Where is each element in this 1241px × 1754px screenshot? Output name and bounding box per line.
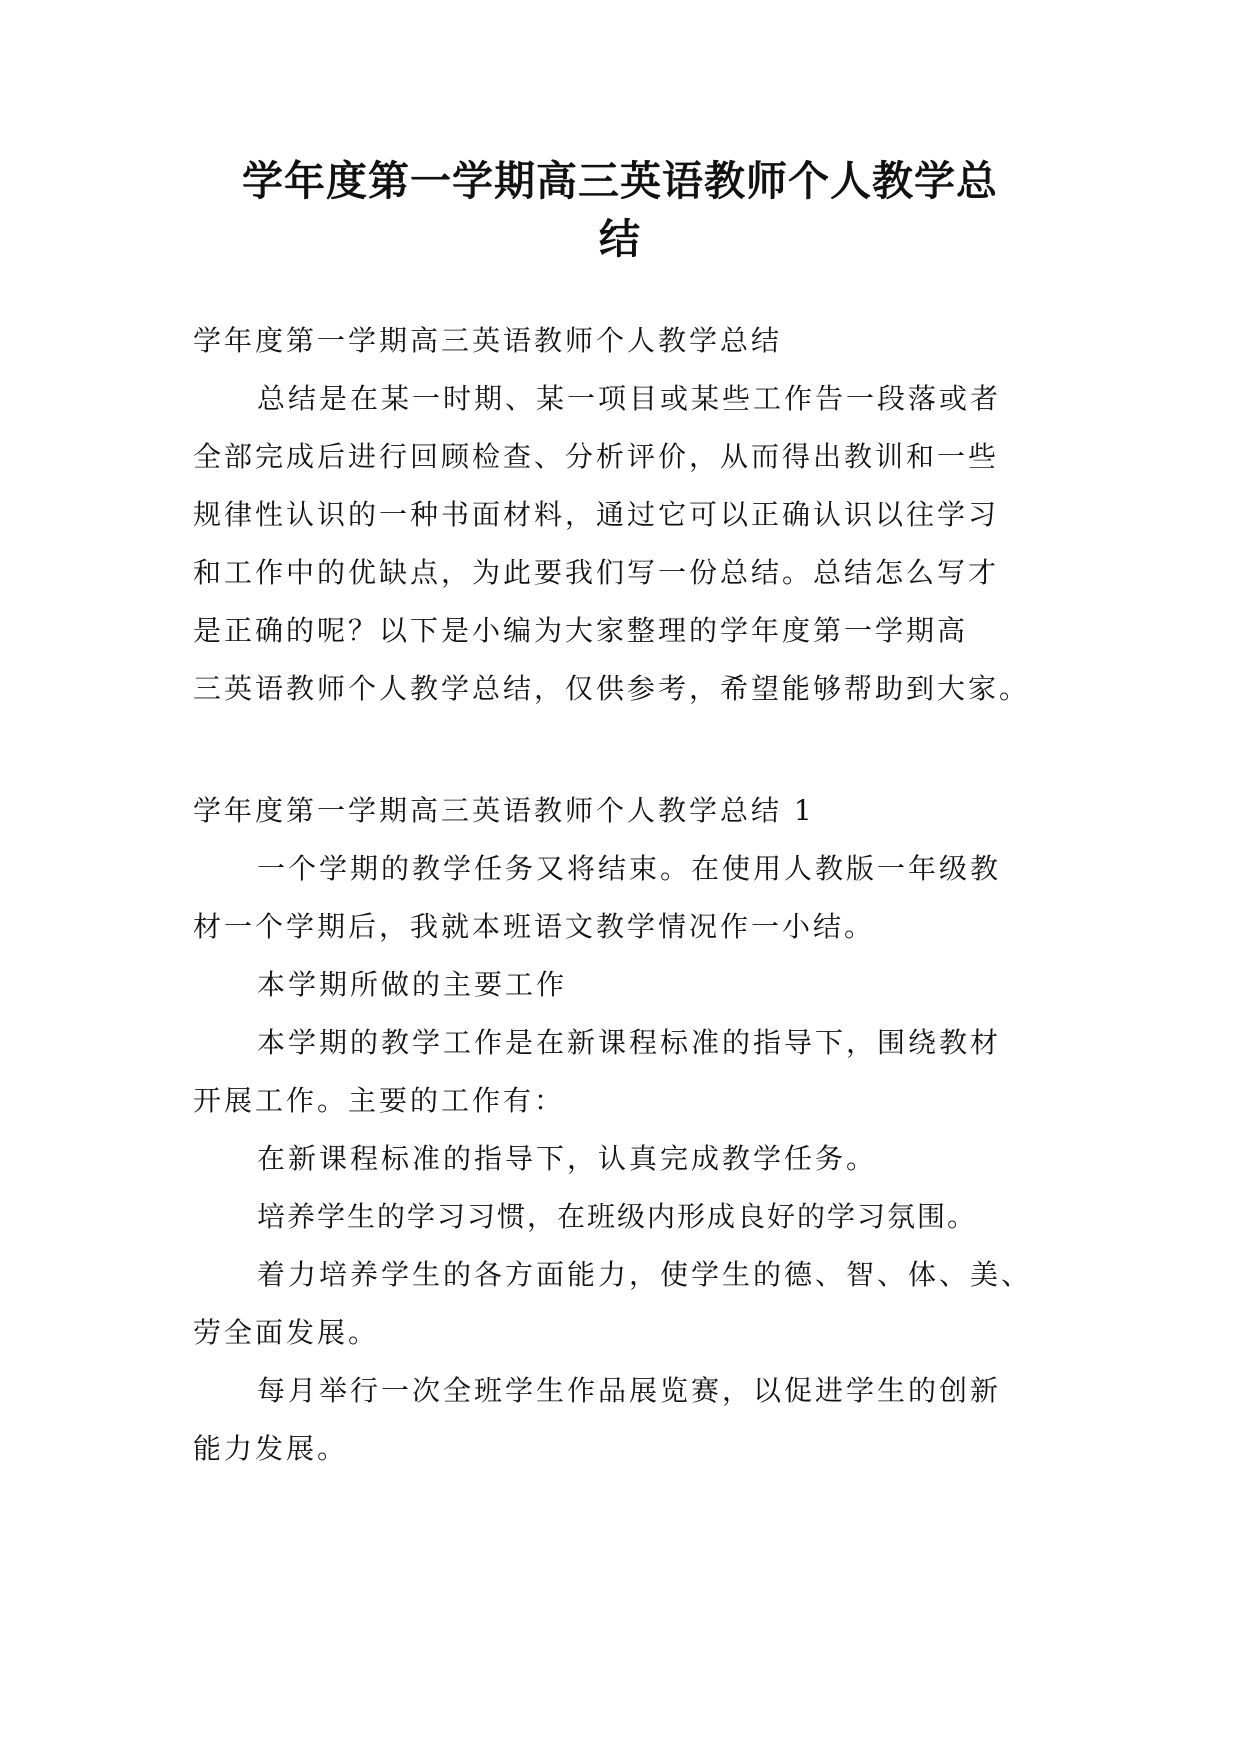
section-1-line: 一个学期的教学任务又将结束。在使用人教版一年级教 (257, 852, 1002, 885)
section-1-line: 能力发展。 (193, 1432, 349, 1465)
intro-section (193, 312, 1053, 718)
section-1-heading: 学年度第一学期高三英语教师个人教学总结 1 (193, 794, 815, 827)
section-1-line: 材一个学期后，我就本班语文教学情况作一小结。 (193, 910, 876, 943)
intro-paragraph-line: 全部完成后进行回顾检查、分析评价，从而得出教训和一些 (193, 440, 1000, 473)
section-1-line: 本学期的教学工作是在新课程标准的指导下，围绕教材 (257, 1026, 1002, 1059)
intro-paragraph-line: 是正确的呢？以下是小编为大家整理的学年度第一学期高 (193, 614, 969, 647)
title-line-1: 学年度第一学期高三英语教师个人教学总 (242, 157, 998, 205)
title-line-2: 结 (599, 215, 641, 263)
section-1-line: 在新课程标准的指导下，认真完成教学任务。 (257, 1142, 878, 1175)
intro-paragraph-line: 三英语教师个人教学总结，仅供参考，希望能够帮助到大家。 (193, 672, 1031, 705)
document-title (150, 150, 1090, 266)
section-1-line: 每月举行一次全班学生作品展览赛，以促进学生的创新 (257, 1374, 1002, 1407)
intro-paragraph-line: 总结是在某一时期、某一项目或某些工作告一段落或者 (257, 382, 1002, 415)
intro-paragraph-line: 和工作中的优缺点，为此要我们写一份总结。总结怎么写才 (193, 556, 1000, 589)
section-1-line: 劳全面发展。 (193, 1316, 380, 1349)
intro-heading: 学年度第一学期高三英语教师个人教学总结 (193, 324, 783, 357)
section-1-line: 开展工作。主要的工作有： (193, 1084, 566, 1117)
section-1-line: 着力培养学生的各方面能力，使学生的德、智、体、美、 (257, 1258, 1033, 1291)
intro-paragraph-line: 规律性认识的一种书面材料，通过它可以正确认识以往学习 (193, 498, 1000, 531)
section-1-subheading: 本学期所做的主要工作 (257, 968, 568, 1001)
section-1 (193, 782, 1053, 1478)
section-1-line: 培养学生的学习习惯，在班级内形成良好的学习氛围。 (257, 1200, 978, 1233)
